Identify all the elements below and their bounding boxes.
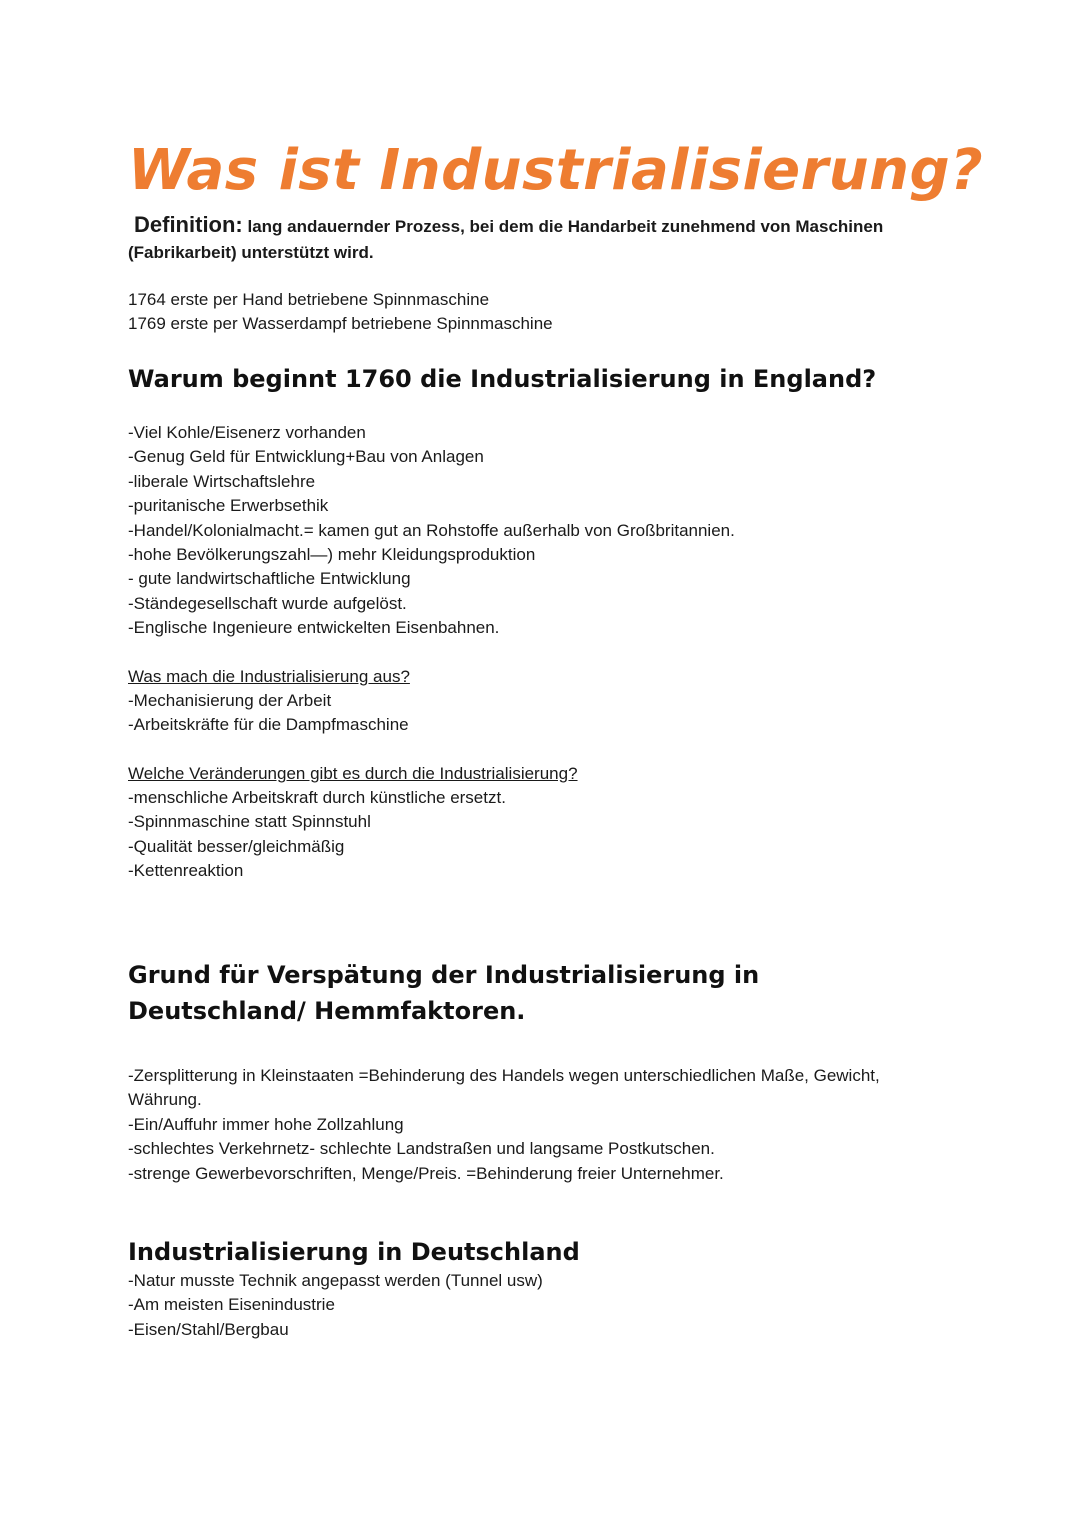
list-item: -Spinnmaschine statt Spinnstuhl	[128, 812, 371, 832]
list-item: -Mechanisierung der Arbeit	[128, 691, 332, 710]
list-item: -schlechtes Verkehrnetz- schlechte Landstraßen und langsame Postkutschen.	[128, 1139, 715, 1159]
list-item: -Qualität besser/gleichmäßig	[128, 836, 345, 856]
list-item: -Kettenreaktion	[128, 861, 244, 881]
list-item: -Arbeitskräfte für die Dampfmaschine	[128, 715, 409, 735]
definition-label: Definition:	[134, 212, 243, 237]
list-item: -Natur musste Technik angepasst werden (Tunnel usw)	[128, 1271, 543, 1290]
delay-reasons-list	[128, 1064, 948, 1186]
list-item: -strenge Gewerbevorschriften, Menge/Preis. =Behinderung freier Unternehmer.	[128, 1163, 724, 1183]
heading-delay: Grund für Verspätung der Industrialisierung in Deutschland/ Hemmfaktoren.	[128, 961, 760, 1025]
list-item: -Englische Ingenieure entwickelten Eisenbahnen.	[128, 618, 500, 638]
list-item: -puritanische Erwerbsethik	[128, 496, 329, 516]
list-item: -Eisen/Stahl/Bergbau	[128, 1319, 289, 1339]
timeline-block	[128, 288, 553, 337]
list-item: -Am meisten Eisenindustrie	[128, 1295, 335, 1315]
defines-list	[128, 689, 409, 738]
timeline-line: 1769 erste per Wasserdampf betriebene Spinnmaschine	[128, 314, 553, 334]
list-item: -Ständegesellschaft wurde aufgelöst.	[128, 593, 407, 613]
list-item: -Zersplitterung in Kleinstaaten =Behinderung des Handels wegen unterschiedlichen Maße, Gewicht, Währung.	[128, 1066, 880, 1110]
changes-list	[128, 786, 506, 884]
timeline-line: 1764 erste per Hand betriebene Spinnmaschine	[128, 290, 490, 309]
list-item: -Viel Kohle/Eisenerz vorhanden	[128, 423, 366, 442]
germany-list	[128, 1269, 543, 1342]
heading-england: Warum beginnt 1760 die Industrialisierung in England?	[128, 365, 877, 393]
definition-text: lang andauernder Prozess, bei dem die Handarbeit zunehmend von Maschinen (Fabrikarbeit) unterstützt wird.	[128, 217, 884, 262]
list-item: - gute landwirtschaftliche Entwicklung	[128, 569, 411, 589]
list-item: -hohe Bevölkerungszahl—) mehr Kleidungsproduktion	[128, 545, 536, 565]
page-title: Was ist Industrialisierung?	[128, 138, 984, 203]
definition-paragraph	[128, 212, 948, 266]
list-item: -menschliche Arbeitskraft durch künstliche ersetzt.	[128, 788, 506, 807]
question-changes: Welche Veränderungen gibt es durch die Industrialisierung?	[128, 764, 578, 783]
list-item: -Genug Geld für Entwicklung+Bau von Anlagen	[128, 447, 484, 467]
list-item: -liberale Wirtschaftslehre	[128, 471, 316, 491]
list-item: -Handel/Kolonialmacht.= kamen gut an Rohstoffe außerhalb von Großbritannien.	[128, 520, 735, 540]
question-what-defines: Was mach die Industrialisierung aus?	[128, 667, 410, 686]
england-reasons-list	[128, 421, 735, 641]
list-item: -Ein/Auffuhr immer hohe Zollzahlung	[128, 1114, 404, 1134]
heading-germany: Industrialisierung in Deutschland	[128, 1238, 580, 1266]
